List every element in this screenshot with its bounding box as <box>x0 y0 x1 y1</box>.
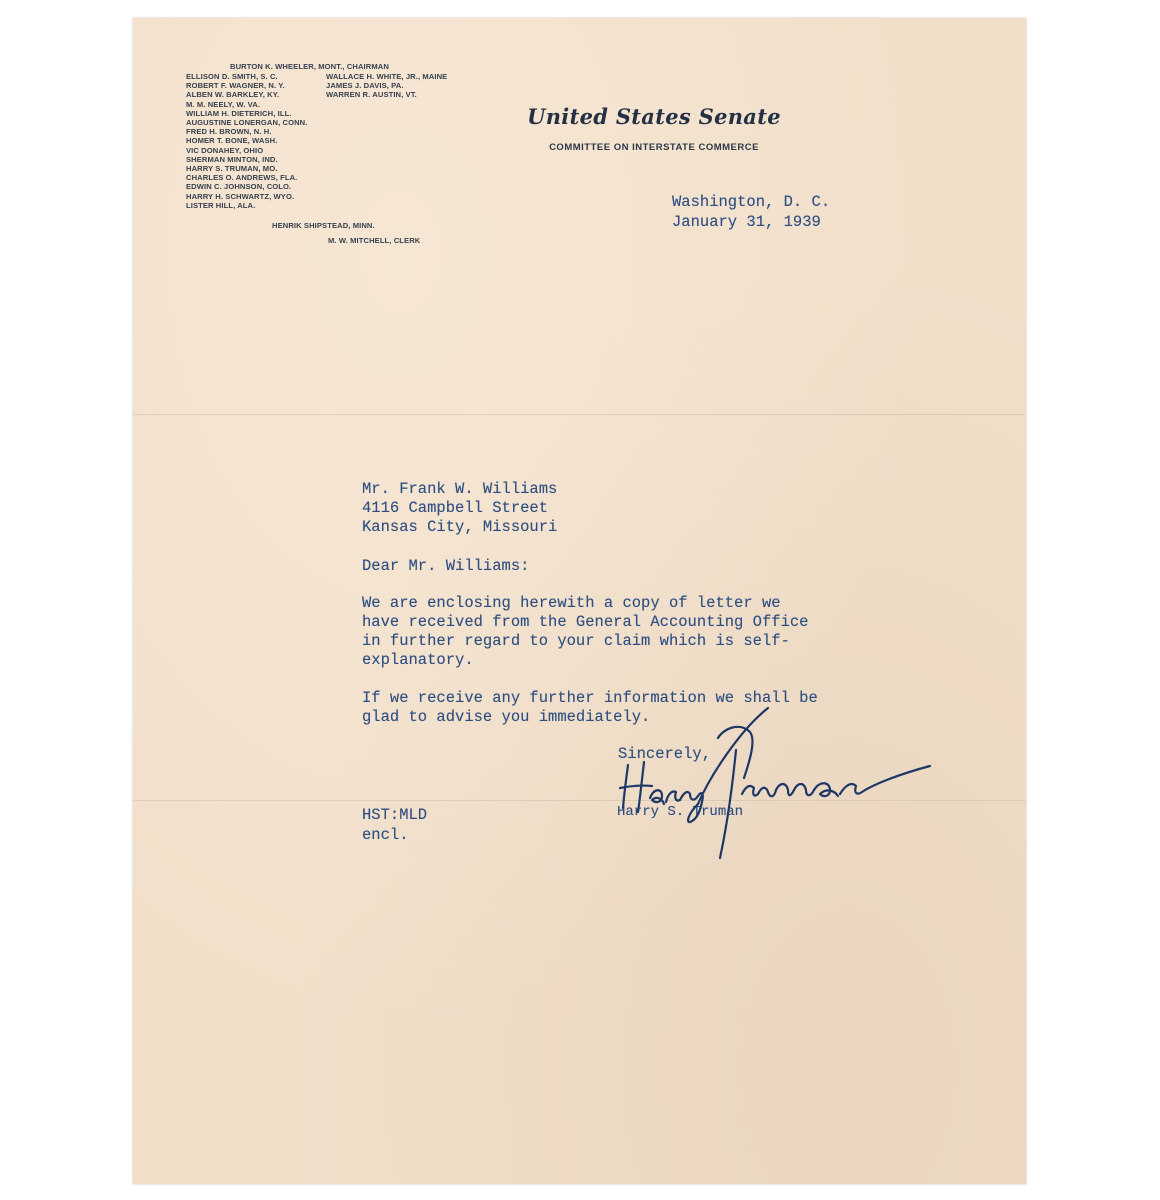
body-line: in further regard to your claim which is self- <box>362 632 790 650</box>
member-name: VIC DONAHEY, OHIO <box>186 145 264 155</box>
member-name: JAMES J. DAVIS, PA. <box>326 81 404 91</box>
recipient-address <box>362 480 557 537</box>
member-name: EDWIN C. JOHNSON, COLO. <box>186 182 292 192</box>
member-name: WALLACE H. WHITE, JR., MAINE <box>326 72 448 81</box>
committee-member-independent: HENRIK SHIPSTEAD, MINN. <box>272 221 375 230</box>
fold-crease <box>133 414 1026 416</box>
member-name: FRED H. BROWN, N. H. <box>186 127 272 137</box>
initials: HST:MLD <box>362 806 428 824</box>
body-line: We are enclosing herewith a copy of letter we <box>362 594 781 612</box>
signature-stroke <box>698 708 768 804</box>
body-paragraph-1 <box>362 594 808 670</box>
member-name: CHARLES O. ANDREWS, FLA. <box>186 173 298 183</box>
member-name: ELLISON D. SMITH, S. C. <box>186 72 278 81</box>
member-name: WARREN R. AUSTIN, VT. <box>326 90 417 100</box>
closing: Sincerely, <box>618 745 712 763</box>
place: Washington, D. C. <box>672 193 831 211</box>
member-name: ALBEN W. BARKLEY, KY. <box>186 90 280 100</box>
member-name: WILLIAM H. DIETERICH, ILL. <box>186 108 292 118</box>
signature-stroke <box>720 750 736 858</box>
committee-members-right <box>326 72 447 100</box>
salutation: Dear Mr. Williams: <box>362 557 530 575</box>
member-name: HARRY H. SCHWARTZ, WYO. <box>186 191 295 201</box>
signature-stroke <box>814 783 838 796</box>
signature-stroke <box>776 784 814 795</box>
member-name: HARRY S. TRUMAN, MO. <box>186 164 278 174</box>
enclosure-note: encl. <box>362 826 409 844</box>
member-name: LISTER HILL, ALA. <box>186 200 256 210</box>
body-line: If we receive any further information we shall be <box>362 689 818 707</box>
recipient-street: 4116 Campbell Street <box>362 499 549 517</box>
dateline <box>672 192 830 232</box>
member-name: M. M. NEELY, W. VA. <box>186 99 261 109</box>
letterhead-committee: COMMITTEE ON INTERSTATE COMMERCE <box>549 142 759 153</box>
signature-stroke <box>666 791 680 802</box>
committee-chairman: BURTON K. WHEELER, MONT., CHAIRMAN <box>230 62 389 71</box>
member-name: HOMER T. BONE, WASH. <box>186 136 278 146</box>
reference-initials <box>362 805 427 845</box>
signature-stroke <box>742 786 758 796</box>
member-name: SHERMAN MINTON, IND. <box>186 154 278 164</box>
letterhead-title: United States Senate <box>527 104 781 129</box>
member-name: AUGUSTINE LONERGAN, CONN. <box>186 118 308 128</box>
handwritten-signature <box>590 690 940 860</box>
body-line: explanatory. <box>362 651 474 669</box>
body-line: have received from the General Accounting Office <box>362 613 809 631</box>
signature-stroke <box>680 792 698 800</box>
member-name: ROBERT F. WAGNER, N. Y. <box>186 81 285 91</box>
recipient-city: Kansas City, Missouri <box>362 518 558 536</box>
typed-signature-name: Harry S. Truman <box>617 804 744 820</box>
committee-members-left <box>186 72 307 210</box>
signature-stroke <box>840 766 930 794</box>
signature-stroke <box>638 762 644 812</box>
committee-clerk: M. W. MITCHELL, CLERK <box>328 236 421 245</box>
recipient-name: Mr. Frank W. Williams <box>362 480 558 498</box>
date: January 31, 1939 <box>672 213 821 231</box>
signature-stroke <box>650 790 664 804</box>
body-line: glad to advise you immediately. <box>362 708 651 726</box>
signature-stroke <box>758 788 776 797</box>
